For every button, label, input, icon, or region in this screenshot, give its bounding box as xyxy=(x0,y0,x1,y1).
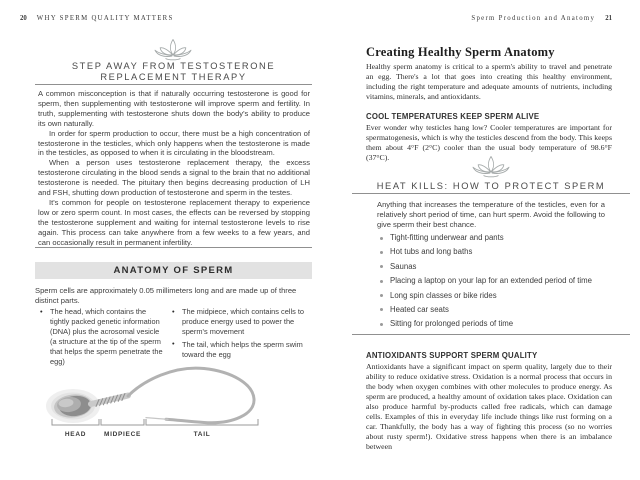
anatomy-section-header: ANATOMY OF SPERM xyxy=(35,262,312,279)
antioxidants-heading: ANTIOXIDANTS SUPPORT SPERM QUALITY xyxy=(366,351,538,360)
feature-paragraph: In order for sperm production to occur, there must be a high concentration of testosterone in the testicles, which only happens when the testosterone is made in the testicles, as opposed to when it is circulating in the bloodstream. xyxy=(38,128,310,158)
diagram-label-midpiece: MIDPIECE xyxy=(103,431,142,438)
feature-box-bottom-rule xyxy=(35,247,312,248)
cool-temperatures-body: Ever wonder why testicles hang low? Cooler temperatures are important for spermatogenesis, which is why the testicles descend from the body. This keeps them about 4°F (2°C) cooler than the usual body temperature of 98.6°F (37°C). xyxy=(366,123,612,162)
heat-box-bullets xyxy=(377,233,617,334)
left-running-head xyxy=(20,15,174,22)
feature-box-title-line2: REPLACEMENT THERAPY xyxy=(100,71,247,82)
right-page-number: 21 xyxy=(605,15,612,22)
list-item: Tight-fitting underwear and pants xyxy=(377,233,617,243)
list-item: Placing a laptop on your lap for an extended period of time xyxy=(377,276,617,286)
antioxidants-body: Antioxidants have a significant impact on sperm quality, largely due to their ability to reduce oxidative stress. Oxidation is a normal process that occurs in the body when oxygen combines with other molecules to produce energy. As sperm are produced, a healthy amount of oxidation takes place. Oxidation can also produce harmful by-products called free radicals, which can damage cells. Examples of this in everyday life include things like rust forming on a car. Thankfully, the body has a way of fighting this process (so no worries about rusty sperm!). Oxidative stress happens when there is an imbalance between xyxy=(366,362,612,451)
list-item: • The tail, which helps the sperm swim toward the egg xyxy=(172,340,308,360)
feature-paragraph: When a person uses testosterone replacement therapy, the excess testosterone circulating in the blood sends a signal to the brain that no additional testosterone is needed. The pituitary then begins decreasing production of LH and FSH, shutting down production of testosterone and sperm in the testes. xyxy=(38,158,310,198)
list-item: Long spin classes or bike rides xyxy=(377,291,617,301)
list-item: • The head, which contains the tightly packed genetic information (DNA) plus the acrosomal vesicle (a structure at the tip of the sperm that helps the sperm penetrate the egg) xyxy=(40,307,164,366)
right-running-head-text: Sperm Production and Anatomy xyxy=(471,15,596,22)
anatomy-intro: Sperm cells are approximately 0.05 millimeters long and are made up of three distinct parts. xyxy=(35,286,297,305)
list-item: • The midpiece, which contains cells to produce energy used to power the sperm's movement xyxy=(172,307,308,337)
heat-box-title: HEAT KILLS: HOW TO PROTECT SPERM xyxy=(376,181,606,191)
feature-box-top-rule xyxy=(35,84,312,85)
list-item: Hot tubs and long baths xyxy=(377,247,617,257)
list-item: Heated car seats xyxy=(377,305,617,315)
heat-box-intro: Anything that increases the temperature of the testicles, even for a relatively short period of time, can hurt sperm. Avoid the following to give sperm their best chance. xyxy=(377,200,605,229)
lotus-icon xyxy=(471,155,511,179)
lotus-icon xyxy=(153,38,193,62)
feature-box-title xyxy=(35,61,312,82)
intro-paragraph: Healthy sperm anatomy is critical to a sperm's ability to travel and penetrate an egg. There's a lot that goes into creating this healthy environment, including the right temperature and adequate amounts of nutrients, including vitamins, minerals, and antioxidants. xyxy=(366,62,612,101)
list-item: Sitting for prolonged periods of time xyxy=(377,319,617,329)
left-page-number: 20 xyxy=(20,15,27,22)
heat-box-top-rule xyxy=(352,193,630,194)
right-running-head xyxy=(471,15,612,22)
sperm-diagram xyxy=(36,360,276,430)
diagram-label-tail: TAIL xyxy=(193,431,211,438)
cool-temperatures-heading: COOL TEMPERATURES KEEP SPERM ALIVE xyxy=(366,112,540,121)
heat-box-bottom-rule xyxy=(352,334,630,335)
page-title: Creating Healthy Sperm Anatomy xyxy=(366,45,555,59)
feature-paragraph: It's common for people on testosterone replacement therapy to experience low or zero sperm count. In most cases, the effects can be reversed by stopping the testosterone supplement and waiting for internal testosterone levels to rise again. This process can take anywhere from a few weeks to a few years, and can occasionally result in permanent infertility. xyxy=(38,197,310,247)
anatomy-bullets-col2 xyxy=(172,307,308,363)
feature-box-title-line1: STEP AWAY FROM TESTOSTERONE xyxy=(71,61,276,71)
feature-box-body xyxy=(38,89,310,248)
diagram-label-head: HEAD xyxy=(64,431,87,438)
feature-paragraph: A common misconception is that if naturally occurring testosterone is good for sperm, then supplementing with testosterone will improve sperm and fertility. In truth, supplementing with testosterone shuts down the body's ability to produce its own naturally. xyxy=(38,89,310,128)
list-item: Saunas xyxy=(377,262,617,272)
left-running-head-text: WHY SPERM QUALITY MATTERS xyxy=(36,15,174,22)
